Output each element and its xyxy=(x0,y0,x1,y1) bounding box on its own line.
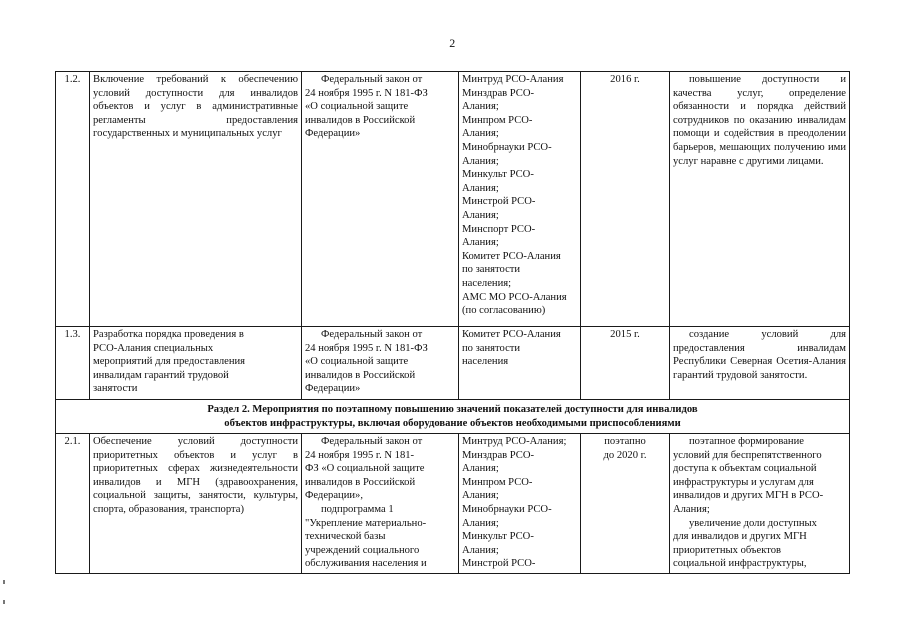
law-cell: Федеральный закон от 24 ноября 1995 г. N 181-ФЗ «О социальной защите инвалидов в Российской Федерации» xyxy=(302,327,459,400)
page-number: 2 xyxy=(449,36,456,50)
executors-cell: Минтруд РСО-Алания; Минздрав РСО- Алания; Минпром РСО- Алания; Минобрнауки РСО- Алания; Минкульт РСО- Алания; Минстрой РСО- xyxy=(459,434,581,574)
section-heading: Раздел 2. Мероприятия по поэтапному повышению значений показателей доступности для инвалидов объектов инфраструктуры, включая оборудование объектов необходимыми приспособлениями xyxy=(56,400,850,434)
result-cell: поэтапное формирование условий для беспрепятственного доступа к объектам социальной инфраструктуры и услугам для инвалидов и других МГН в РСО- Алания; увеличение доли доступных для инвалидов и других МГН приоритетных объектов социальной инфраструктуры, xyxy=(670,434,850,574)
law-cell: Федеральный закон от 24 ноября 1995 г. N 181-ФЗ «О социальной защите инвалидов в Российской Федерации» xyxy=(302,72,459,327)
row-number: 2.1. xyxy=(56,434,90,574)
section-heading-row xyxy=(56,400,850,434)
table-row xyxy=(56,72,850,327)
scan-artifact xyxy=(3,580,5,584)
result-cell: создание условий для предоставления инвалидам Республики Северная Осетия-Алания гарантий трудовой занятости. xyxy=(670,327,850,400)
measure-cell: Обеспечение условий доступности приоритетных объектов и услуг в приоритетных сферах жизнедеятельности инвалидов и МГН (здравоохранения, социальной защиты, занятости, культуры, спорта, образования, транспорта) xyxy=(90,434,302,574)
executors-cell: Комитет РСО-Алания по занятости населения xyxy=(459,327,581,400)
date-cell: 2016 г. xyxy=(581,72,670,327)
scan-artifact xyxy=(3,600,5,604)
row-number: 1.3. xyxy=(56,327,90,400)
executors-cell: Минтруд РСО-Алания Минздрав РСО- Алания; Минпром РСО- Алания; Минобрнауки РСО- Алания; Минкульт РСО- Алания; Минстрой РСО- Алания; Минспорт РСО- Алания; Комитет РСО-Алания по занятости населения; АМС МО РСО-Алания (по согласованию) xyxy=(459,72,581,327)
measures-table xyxy=(55,71,850,574)
law-cell: Федеральный закон от 24 ноября 1995 г. N 181- ФЗ «О социальной защите инвалидов в Российской Федерации», подпрограмма 1 "Укрепление материально- технической базы учреждений социального обслуживания населения и xyxy=(302,434,459,574)
date-cell: поэтапно до 2020 г. xyxy=(581,434,670,574)
measure-cell: Разработка порядка проведения в РСО-Алания специальных мероприятий для предоставления инвалидам гарантий трудовой занятости xyxy=(90,327,302,400)
result-cell: повышение доступности и качества услуг, определение обязанности и порядка действий сотрудников по оказанию инвалидам помощи и содействия в преодолении барьеров, мешающих получению ими услуг наравне с другими лицами. xyxy=(670,72,850,327)
measure-cell: Включение требований к обеспечению условий доступности для инвалидов объектов и услуг в административные регламенты предоставления государственных и муниципальных услуг xyxy=(90,72,302,327)
table-row xyxy=(56,434,850,574)
row-number: 1.2. xyxy=(56,72,90,327)
table-row xyxy=(56,327,850,400)
date-cell: 2015 г. xyxy=(581,327,670,400)
